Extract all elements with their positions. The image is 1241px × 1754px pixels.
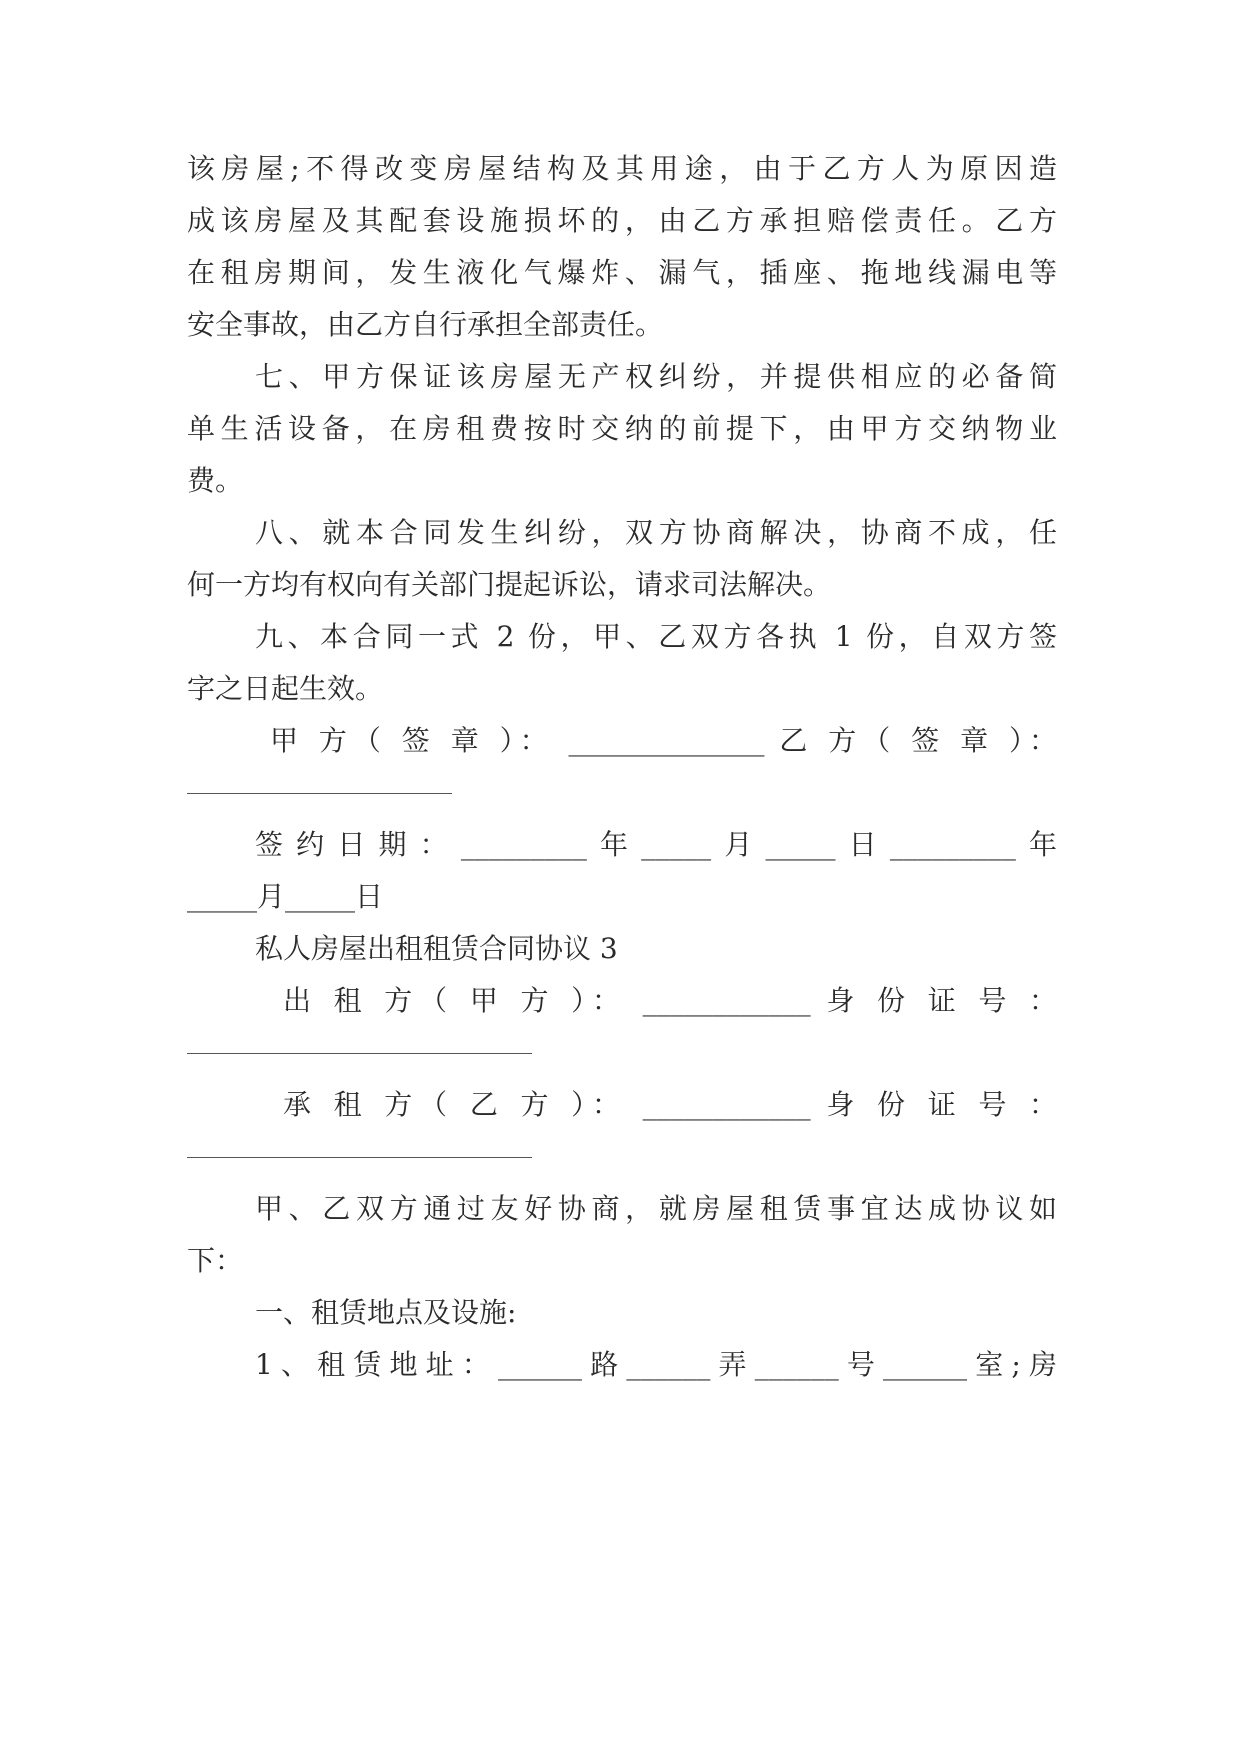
paragraph-line: 成该房屋及其配套设施损坏的，由乙方承担赔偿责任。乙方: [187, 204, 1057, 237]
address-line: 1、租赁地址：______路______弄______号______室;房: [255, 1348, 1057, 1381]
lessee-line: 承 租 方（ 乙 方 ）： ____________ 身 份 证 号 ：: [283, 1088, 1057, 1121]
lessee-id-blank-rule: [187, 1157, 532, 1158]
paragraph-line: 该房屋;不得改变房屋结构及其用途，由于乙方人为原因造: [187, 152, 1057, 185]
clause-nine-line: 九、本合同一式 2 份，甲、乙双方各执 1 份，自双方签: [255, 620, 1057, 653]
sign-date-continuation: _____月_____日: [187, 880, 384, 913]
sign-date-line: 签约日期：_________年_____月_____日_________年: [255, 828, 1057, 861]
section-heading: 一、租赁地点及设施:: [255, 1296, 517, 1329]
paragraph-line: 何一方均有权向有关部门提起诉讼，请求司法解决。: [187, 568, 832, 601]
clause-eight-line: 八、就本合同发生纠纷，双方协商解决，协商不成，任: [255, 516, 1057, 549]
lessor-line: 出 租 方（ 甲 方 ）： ____________ 身 份 证 号 ：: [283, 984, 1057, 1017]
paragraph-line: 在租房期间，发生液化气爆炸、漏气，插座、拖地线漏电等: [187, 256, 1057, 289]
signature-blank-rule: [187, 793, 452, 794]
paragraph-line: 字之日起生效。: [187, 672, 384, 705]
agreement-title: 私人房屋出租租赁合同协议 3: [255, 932, 618, 965]
lessor-id-blank-rule: [187, 1053, 532, 1054]
paragraph-line: 甲、乙双方通过友好协商，就房屋租赁事宜达成协议如: [255, 1192, 1057, 1225]
paragraph-line: 单生活设备，在房租费按时交纳的前提下，由甲方交纳物业: [187, 412, 1057, 445]
paragraph-line: 下：: [187, 1244, 244, 1277]
paragraph-line: 费。: [187, 464, 244, 497]
signature-line: 甲 方（ 签 章 ）： ______________ 乙 方（ 签 章 ）：: [270, 724, 1057, 757]
paragraph-line: 安全事故，由乙方自行承担全部责任。: [187, 308, 664, 341]
clause-seven-line: 七、甲方保证该房屋无产权纠纷，并提供相应的必备简: [255, 360, 1057, 393]
